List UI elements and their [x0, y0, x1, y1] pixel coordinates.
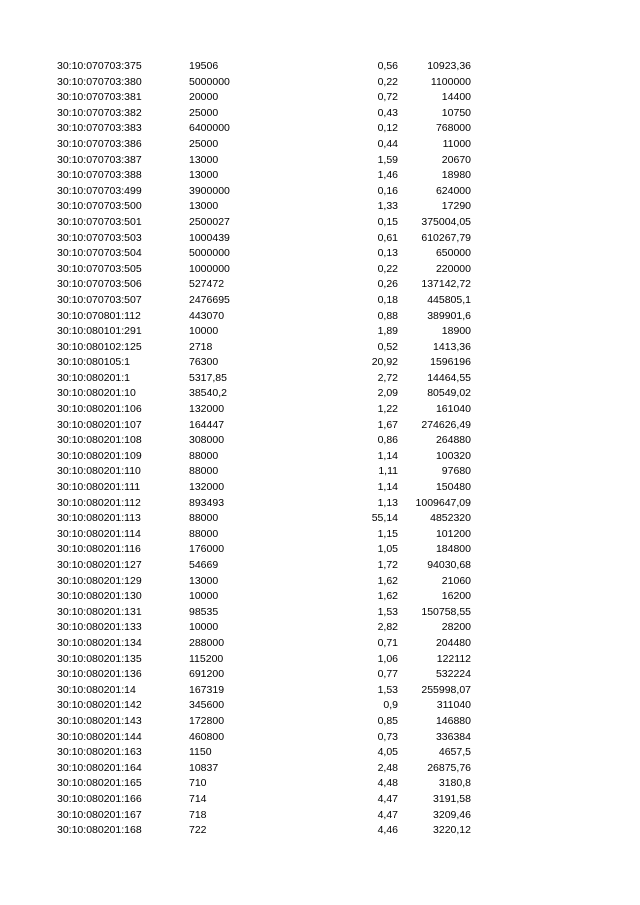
- rate-cell: 1,53: [377, 683, 398, 696]
- value-cell: 122112: [436, 652, 471, 665]
- cadastral-number-cell: 30:10:080201:144: [57, 730, 142, 743]
- area-cell: 1150: [189, 746, 212, 759]
- value-cell: 94030,68: [427, 559, 471, 571]
- cadastral-number-cell: 30:10:080201:165: [57, 777, 142, 790]
- area-cell: 176000: [189, 543, 225, 556]
- cadastral-number-cell: 30:10:080201:113: [57, 512, 141, 525]
- cadastral-number-cell: 30:10:070703:503: [57, 231, 142, 244]
- cadastral-number-cell: 30:10:070703:382: [57, 106, 142, 119]
- area-cell: 10000: [189, 325, 219, 338]
- table-row: [0, 309, 640, 325]
- table-row: [0, 106, 640, 122]
- value-cell: 150758,55: [421, 605, 471, 618]
- value-cell: 4657,5: [438, 746, 471, 759]
- area-cell: 2718: [189, 340, 213, 353]
- area-cell: 88000: [189, 449, 219, 462]
- rate-cell: 4,46: [377, 824, 398, 837]
- value-cell: 100320: [435, 449, 471, 462]
- data-table: [0, 59, 640, 839]
- area-cell: 172800: [189, 714, 225, 727]
- cadastral-number-cell: 30:10:080201:114: [57, 527, 141, 540]
- rate-cell: 0,12: [377, 122, 398, 135]
- rate-cell: 0,9: [383, 699, 398, 712]
- value-cell: 146880: [435, 714, 471, 727]
- value-cell: 389901,6: [427, 309, 471, 322]
- area-cell: 13000: [189, 153, 219, 166]
- cadastral-number-cell: 30:10:080201:127: [57, 559, 142, 571]
- value-cell: 184800: [435, 543, 471, 556]
- value-cell: 28200: [441, 621, 471, 634]
- value-cell: 16200: [441, 590, 471, 603]
- rate-cell: 4,47: [377, 792, 398, 805]
- area-cell: 722: [189, 824, 207, 837]
- area-cell: 13000: [189, 200, 219, 213]
- cadastral-number-cell: 30:10:080201:135: [57, 652, 142, 665]
- rate-cell: 1,22: [377, 403, 398, 416]
- area-cell: 76300: [189, 356, 219, 369]
- cadastral-number-cell: 30:10:070703:500: [57, 200, 142, 213]
- rate-cell: 0,52: [377, 340, 398, 353]
- value-cell: 445805,1: [427, 293, 471, 306]
- value-cell: 3191,58: [433, 792, 471, 805]
- rate-cell: 4,05: [377, 746, 398, 759]
- rate-cell: 0,16: [377, 184, 398, 197]
- rate-cell: 0,18: [377, 293, 398, 306]
- area-cell: 38540,2: [189, 387, 227, 400]
- value-cell: 1009647,09: [415, 496, 471, 509]
- cadastral-number-cell: 30:10:080201:143: [57, 714, 142, 727]
- table-row: [0, 75, 640, 91]
- cadastral-number-cell: 30:10:080201:107: [57, 418, 142, 431]
- rate-cell: 1,59: [377, 153, 398, 166]
- cadastral-number-cell: 30:10:080201:1: [57, 371, 130, 384]
- area-cell: 88000: [189, 527, 219, 540]
- table-row: [0, 215, 640, 231]
- table-row: [0, 605, 640, 621]
- rate-cell: 0,56: [377, 60, 398, 72]
- table-row: [0, 776, 640, 792]
- area-cell: 6400000: [189, 122, 230, 135]
- value-cell: 3180,8: [438, 777, 471, 790]
- cadastral-number-cell: 30:10:080201:108: [57, 434, 142, 447]
- rate-cell: 0,73: [377, 730, 398, 743]
- area-cell: 691200: [189, 668, 225, 681]
- table-row: [0, 355, 640, 371]
- table-row: [0, 792, 640, 808]
- value-cell: 274626,49: [421, 418, 471, 431]
- rate-cell: 0,22: [377, 75, 398, 88]
- cadastral-number-cell: 30:10:070703:504: [57, 247, 142, 260]
- area-cell: 714: [189, 792, 207, 805]
- cadastral-number-cell: 30:10:080201:163: [57, 746, 142, 759]
- value-cell: 204480: [435, 636, 471, 649]
- rate-cell: 4,48: [377, 777, 398, 790]
- cadastral-number-cell: 30:10:080201:112: [57, 496, 141, 509]
- area-cell: 5000000: [189, 75, 230, 88]
- cadastral-number-cell: 30:10:080201:136: [57, 668, 142, 681]
- table-row: [0, 745, 640, 761]
- table-row: [0, 371, 640, 387]
- value-cell: 20670: [441, 153, 471, 166]
- table-row: [0, 59, 640, 75]
- rate-cell: 0,61: [377, 231, 398, 244]
- value-cell: 1100000: [430, 75, 471, 88]
- table-row: [0, 324, 640, 340]
- cadastral-number-cell: 30:10:070703:507: [57, 293, 142, 306]
- table-row: [0, 153, 640, 169]
- table-row: [0, 262, 640, 278]
- rate-cell: 2,09: [377, 387, 398, 400]
- rate-cell: 1,62: [377, 574, 398, 587]
- table-row: [0, 480, 640, 496]
- rate-cell: 0,43: [377, 106, 398, 119]
- cadastral-number-cell: 30:10:080201:111: [57, 481, 141, 494]
- area-cell: 527472: [189, 278, 225, 291]
- area-cell: 460800: [189, 730, 225, 743]
- rate-cell: 1,67: [377, 418, 398, 431]
- table-row: [0, 636, 640, 652]
- cadastral-number-cell: 30:10:070703:387: [57, 153, 142, 166]
- value-cell: 3209,46: [433, 808, 471, 821]
- cadastral-number-cell: 30:10:070703:499: [57, 184, 142, 197]
- value-cell: 101200: [435, 527, 471, 540]
- value-cell: 137142,72: [421, 278, 471, 291]
- table-row: [0, 90, 640, 106]
- rate-cell: 20,92: [371, 356, 398, 369]
- value-cell: 768000: [435, 122, 471, 135]
- area-cell: 710: [189, 777, 207, 790]
- rate-cell: 1,06: [377, 652, 398, 665]
- area-cell: 893493: [189, 496, 225, 509]
- rate-cell: 0,86: [377, 434, 398, 447]
- value-cell: 21060: [441, 574, 471, 587]
- table-row: [0, 620, 640, 636]
- rate-cell: 0,71: [377, 636, 398, 649]
- cadastral-number-cell: 30:10:070703:380: [57, 75, 142, 88]
- area-cell: 98535: [189, 605, 219, 618]
- value-cell: 624000: [435, 184, 471, 197]
- cadastral-number-cell: 30:10:080201:142: [57, 699, 142, 712]
- table-row: [0, 199, 640, 215]
- cadastral-number-cell: 30:10:080105:1: [57, 356, 130, 369]
- value-cell: 26875,76: [427, 761, 471, 774]
- area-cell: 88000: [189, 512, 219, 525]
- table-row: [0, 574, 640, 590]
- rate-cell: 1,13: [377, 496, 398, 509]
- area-cell: 308000: [189, 434, 225, 447]
- cadastral-number-cell: 30:10:070703:506: [57, 278, 142, 291]
- table-row: [0, 542, 640, 558]
- rate-cell: 1,33: [377, 200, 398, 213]
- cadastral-number-cell: 30:10:080201:106: [57, 403, 142, 416]
- area-cell: 5000000: [189, 247, 230, 260]
- table-row: [0, 823, 640, 839]
- area-cell: 25000: [189, 137, 219, 150]
- table-row: [0, 402, 640, 418]
- cadastral-number-cell: 30:10:080201:129: [57, 574, 142, 587]
- value-cell: 1596196: [430, 356, 471, 369]
- table-row: [0, 386, 640, 402]
- value-cell: 610267,79: [421, 231, 471, 244]
- area-cell: 54669: [189, 559, 219, 571]
- cadastral-number-cell: 30:10:080201:131: [57, 605, 142, 618]
- value-cell: 255998,07: [421, 683, 471, 696]
- cadastral-number-cell: 30:10:080201:164: [57, 761, 142, 774]
- table-row: [0, 527, 640, 543]
- value-cell: 14464,55: [427, 371, 471, 384]
- value-cell: 150480: [435, 481, 471, 494]
- value-cell: 220000: [435, 262, 471, 275]
- rate-cell: 4,47: [377, 808, 398, 821]
- rate-cell: 0,13: [377, 247, 398, 260]
- value-cell: 11000: [442, 137, 471, 150]
- table-row: [0, 698, 640, 714]
- table-row: [0, 464, 640, 480]
- cadastral-number-cell: 30:10:080201:168: [57, 824, 142, 837]
- table-row: [0, 231, 640, 247]
- area-cell: 115200: [189, 652, 224, 665]
- table-row: [0, 340, 640, 356]
- rate-cell: 0,15: [377, 215, 398, 228]
- cadastral-number-cell: 30:10:080201:10: [57, 387, 136, 400]
- table-row: [0, 496, 640, 512]
- value-cell: 80549,02: [427, 387, 471, 400]
- value-cell: 532224: [435, 668, 471, 681]
- cadastral-number-cell: 30:10:070703:388: [57, 169, 142, 182]
- area-cell: 88000: [189, 465, 219, 478]
- rate-cell: 2,48: [377, 761, 398, 774]
- table-row: [0, 418, 640, 434]
- rate-cell: 0,72: [377, 91, 398, 104]
- table-row: [0, 184, 640, 200]
- cadastral-number-cell: 30:10:070703:383: [57, 122, 142, 135]
- cadastral-number-cell: 30:10:080201:133: [57, 621, 142, 634]
- table-row: [0, 714, 640, 730]
- rate-cell: 0,26: [377, 278, 398, 291]
- rate-cell: 0,44: [377, 137, 398, 150]
- rate-cell: 1,14: [377, 481, 398, 494]
- rate-cell: 1,72: [377, 559, 398, 571]
- rate-cell: 1,89: [377, 325, 398, 338]
- value-cell: 10923,36: [427, 60, 471, 72]
- table-row: [0, 683, 640, 699]
- value-cell: 4852320: [430, 512, 471, 525]
- area-cell: 345600: [189, 699, 225, 712]
- value-cell: 18980: [441, 169, 471, 182]
- area-cell: 5317,85: [189, 371, 227, 384]
- value-cell: 264880: [435, 434, 471, 447]
- cadastral-number-cell: 30:10:080201:14: [57, 683, 136, 696]
- rate-cell: 0,85: [377, 714, 398, 727]
- table-row: [0, 121, 640, 137]
- table-row: [0, 558, 640, 574]
- area-cell: 19506: [189, 60, 219, 72]
- area-cell: 167319: [189, 683, 225, 696]
- table-row: [0, 277, 640, 293]
- rate-cell: 1,53: [377, 605, 398, 618]
- value-cell: 97680: [441, 465, 471, 478]
- cadastral-number-cell: 30:10:080201:110: [57, 465, 141, 478]
- value-cell: 17290: [441, 200, 471, 213]
- table-row: [0, 293, 640, 309]
- table-row: [0, 667, 640, 683]
- area-cell: 13000: [189, 169, 219, 182]
- rate-cell: 1,11: [378, 465, 398, 478]
- area-cell: 1000000: [189, 262, 230, 275]
- rate-cell: 0,77: [377, 668, 398, 681]
- table-row: [0, 433, 640, 449]
- area-cell: 718: [189, 808, 207, 821]
- area-cell: 13000: [189, 574, 219, 587]
- table-row: [0, 137, 640, 153]
- table-row: [0, 761, 640, 777]
- area-cell: 25000: [189, 106, 219, 119]
- area-cell: 3900000: [189, 184, 230, 197]
- value-cell: 14400: [441, 91, 471, 104]
- table-row: [0, 449, 640, 465]
- table-row: [0, 168, 640, 184]
- rate-cell: 55,14: [371, 512, 398, 525]
- rate-cell: 1,46: [377, 169, 398, 182]
- area-cell: 10000: [189, 621, 219, 634]
- value-cell: 10750: [441, 106, 471, 119]
- cadastral-number-cell: 30:10:080201:130: [57, 590, 142, 603]
- table-row: [0, 808, 640, 824]
- cadastral-number-cell: 30:10:080201:116: [57, 543, 141, 556]
- table-row: [0, 589, 640, 605]
- table-row: [0, 246, 640, 262]
- rate-cell: 1,15: [377, 527, 398, 540]
- value-cell: 336384: [435, 730, 471, 743]
- value-cell: 650000: [435, 247, 471, 260]
- cadastral-number-cell: 30:10:070703:375: [57, 60, 142, 72]
- table-row: [0, 652, 640, 668]
- rate-cell: 0,22: [377, 262, 398, 275]
- area-cell: 10000: [189, 590, 219, 603]
- rate-cell: 2,82: [377, 621, 398, 634]
- area-cell: 288000: [189, 636, 225, 649]
- area-cell: 10837: [189, 761, 219, 774]
- table-row: [0, 730, 640, 746]
- rate-cell: 1,62: [377, 590, 398, 603]
- cadastral-number-cell: 30:10:080201:109: [57, 449, 142, 462]
- cadastral-number-cell: 30:10:080201:167: [57, 808, 142, 821]
- cadastral-number-cell: 30:10:070703:386: [57, 137, 142, 150]
- cadastral-number-cell: 30:10:080101:291: [57, 325, 142, 338]
- area-cell: 132000: [189, 481, 225, 494]
- rate-cell: 1,05: [377, 543, 398, 556]
- cadastral-number-cell: 30:10:080102:125: [57, 340, 142, 353]
- value-cell: 161040: [435, 403, 471, 416]
- table-row: [0, 511, 640, 527]
- area-cell: 2476695: [189, 293, 230, 306]
- area-cell: 164447: [189, 418, 225, 431]
- value-cell: 3220,12: [433, 824, 471, 837]
- cadastral-number-cell: 30:10:070801:112: [57, 309, 141, 322]
- value-cell: 1413,36: [433, 340, 471, 353]
- area-cell: 2500027: [189, 215, 230, 228]
- cadastral-number-cell: 30:10:080201:166: [57, 792, 142, 805]
- value-cell: 311040: [436, 699, 471, 712]
- cadastral-number-cell: 30:10:070703:381: [57, 91, 142, 104]
- area-cell: 20000: [189, 91, 219, 104]
- rate-cell: 1,14: [377, 449, 398, 462]
- cadastral-number-cell: 30:10:070703:501: [57, 215, 142, 228]
- rate-cell: 2,72: [377, 371, 398, 384]
- cadastral-number-cell: 30:10:080201:134: [57, 636, 142, 649]
- rate-cell: 0,88: [377, 309, 398, 322]
- cadastral-number-cell: 30:10:070703:505: [57, 262, 142, 275]
- value-cell: 375004,05: [421, 215, 471, 228]
- area-cell: 1000439: [189, 231, 230, 244]
- value-cell: 18900: [441, 325, 471, 338]
- area-cell: 132000: [189, 403, 225, 416]
- area-cell: 443070: [189, 309, 225, 322]
